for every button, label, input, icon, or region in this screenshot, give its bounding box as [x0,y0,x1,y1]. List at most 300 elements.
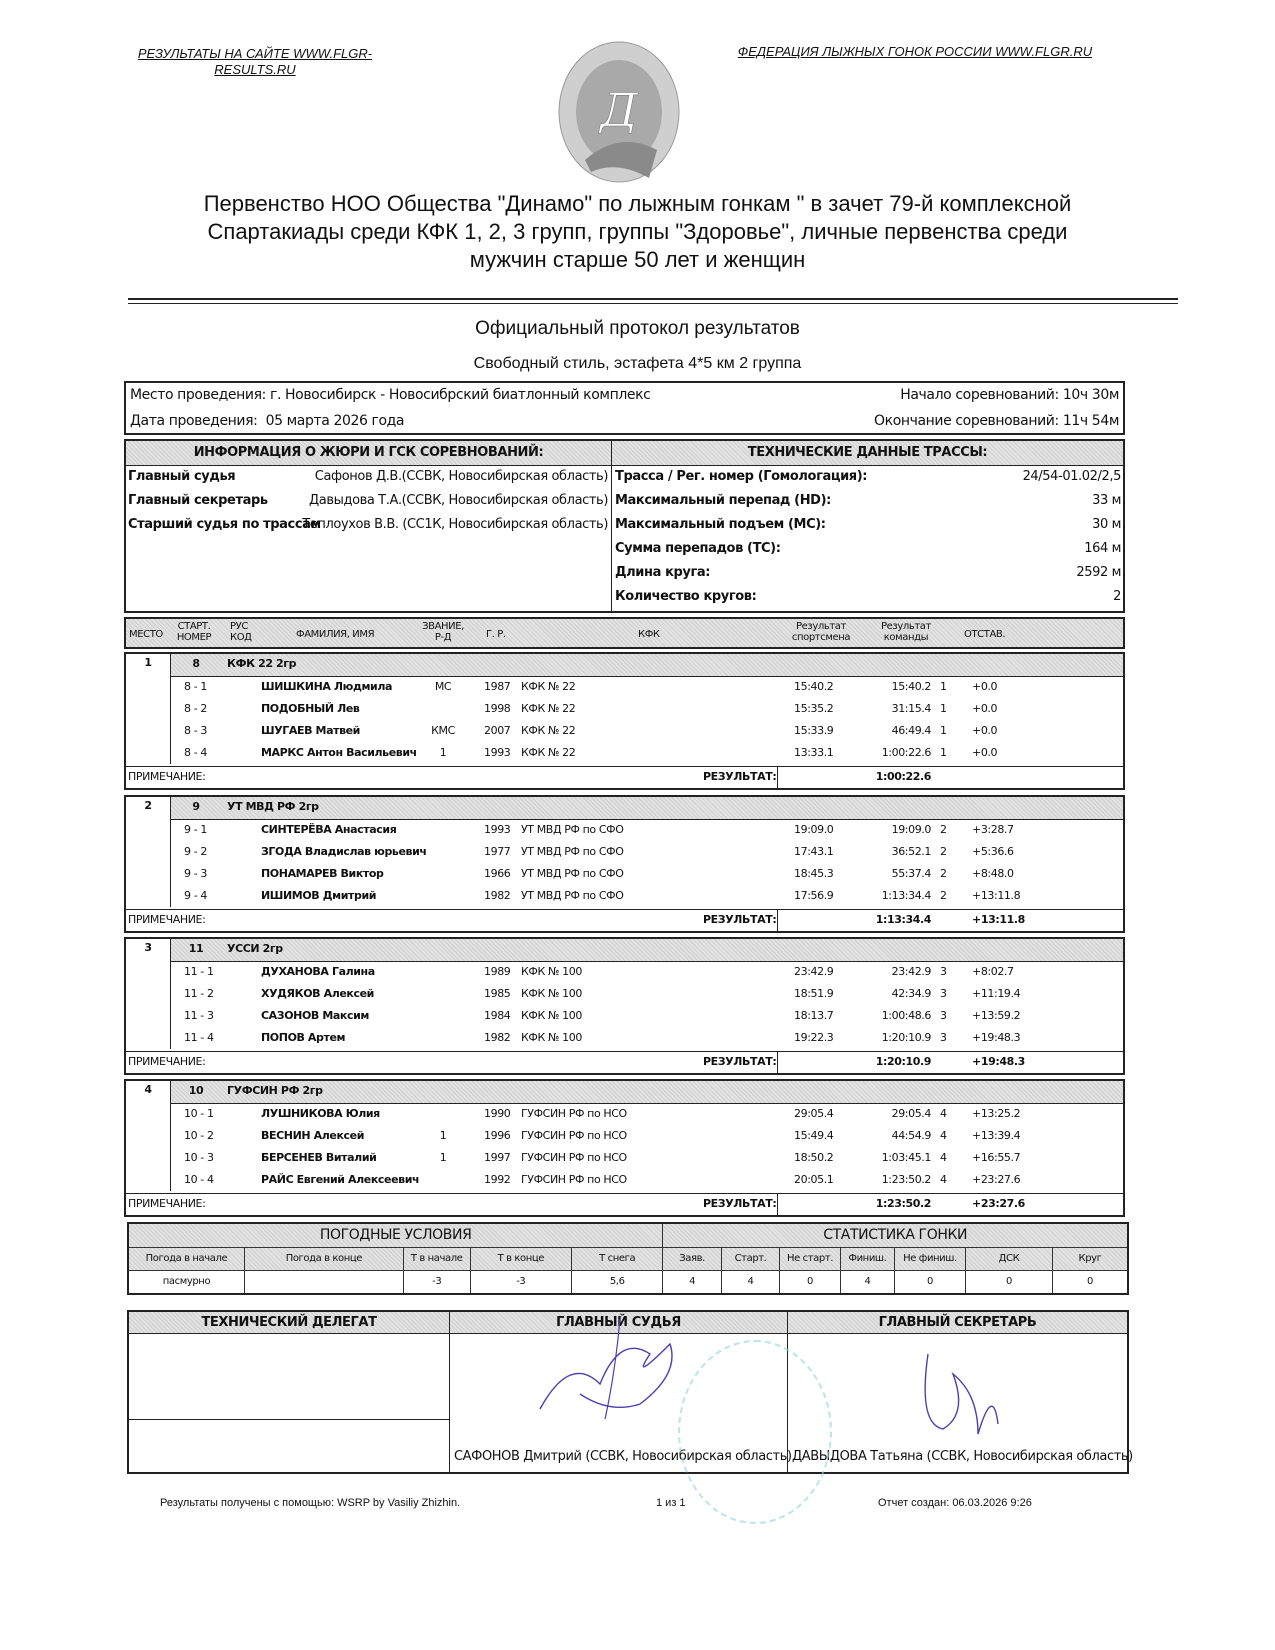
event-title-line-1: Первенство НОО Общества "Динамо" по лыжным гонкам " в зачет 79-й комплексной [203,191,1072,216]
track-value: 2592 м [1076,565,1121,580]
competition-start [900,387,1119,403]
col-rank [418,621,468,643]
athlete-club: УТ МВД РФ по СФО [521,823,624,836]
venue-place-value: г. Новосибирск - Новосибрский биатлонный комплекс [269,387,651,403]
athlete-rank: КМС [431,724,455,737]
athlete-row [126,724,1126,744]
athlete-bib: 8 - 3 [184,724,207,737]
athlete-result: 19:22.3 [794,1031,834,1044]
weather-value [244,1270,403,1294]
athlete-row [126,987,1126,1007]
team-position: 2 [940,845,947,858]
col-team-result-line1: Результат [881,621,931,632]
team-cumulative-result: 15:40.2 [891,680,931,693]
venue-date-label: Дата проведения: [130,413,258,429]
athlete-gap: +8:48.0 [972,867,1014,880]
col-team-result-line2: команды [883,632,929,643]
team-cumulative-result: 1:00:22.6 [881,746,931,759]
athlete-year: 1996 [484,1129,511,1142]
col-name: ФАМИЛИЯ, ИМЯ [296,629,375,640]
athlete-name: ЗГОДА Владислав юрьевич [261,845,427,858]
title-divider [128,298,1178,304]
athlete-club: КФК № 22 [521,724,576,737]
venue-box [124,381,1125,435]
team-cumulative-result: 1:03:45.1 [881,1151,931,1164]
athlete-result: 15:40.2 [794,680,834,693]
col-club: КФК [638,629,660,640]
team-cumulative-result: 31:15.4 [891,702,931,715]
athlete-result: 18:13.7 [794,1009,834,1022]
athlete-name: БЕРСЕНЕВ Виталий [261,1151,377,1164]
chief-secretary-name: ДАВЫДОВА Татьяна (ССВК, Новосибирская область) [792,1449,1133,1464]
track-label: Максимальный подъем (МС): [615,517,826,532]
dynamo-logo-icon [557,40,681,190]
athlete-year: 2007 [484,724,511,737]
start-value: 10ч 30м [1062,387,1119,403]
team-position: 4 [940,1107,947,1120]
athlete-club: КФК № 22 [521,746,576,759]
team-position: 1 [940,724,947,737]
footer-page: 1 из 1 [656,1497,686,1509]
athlete-rank: МС [434,680,452,693]
footer-created: Отчет создан: 06.03.2026 9:26 [878,1497,1032,1509]
jury-track-divider [611,441,612,611]
note-label: ПРИМЕЧАНИЕ: [128,1197,206,1210]
athlete-year: 1993 [484,823,511,836]
weather-value: 5,6 [572,1270,663,1294]
col-rus-line2: КОД [230,632,252,643]
athlete-result: 17:56.9 [794,889,834,902]
athlete-result: 19:09.0 [794,823,834,836]
athlete-club: ГУФСИН РФ по НСО [521,1129,627,1142]
weather-stats-section [127,1222,1129,1295]
team-position: 3 [940,987,947,1000]
track-label: Максимальный перепад (HD): [615,493,831,508]
athlete-bib: 11 - 3 [184,1009,214,1022]
col-bib-line1: СТАРТ. [177,621,211,632]
chief-secretary-signature-icon [908,1334,1018,1444]
team-cumulative-result: 1:23:50.2 [881,1173,931,1186]
venue-date-value: 05 марта 2026 года [265,413,405,429]
results-site-link-line1: РЕЗУЛЬТАТЫ НА САЙТЕ WWW.FLGR- [137,46,373,61]
athlete-gap: +0.0 [972,702,998,715]
athlete-year: 1987 [484,680,511,693]
athlete-row [126,702,1126,722]
col-year: Г. Р. [486,629,506,640]
col-rus-line1: РУС [230,621,248,632]
athlete-row [126,965,1126,985]
team-final-result: 1:23:50.2 [875,1197,931,1210]
team-position: 4 [940,1173,947,1186]
weather-col: Погода в конце [244,1247,403,1270]
athlete-name: ХУДЯКОВ Алексей [261,987,374,1000]
weather-value: пасмурно [128,1270,244,1294]
athlete-year: 1984 [484,1009,511,1022]
team-cumulative-result: 23:42.9 [891,965,931,978]
athlete-bib: 9 - 1 [184,823,207,836]
team-final-result: 1:13:34.4 [875,913,931,926]
team-header-row [171,939,1123,962]
athlete-name: РАЙС Евгений Алексеевич [261,1173,420,1186]
results-site-link-line2: RESULTS.RU [214,62,296,77]
athlete-name: ВЕСНИН Алексей [261,1129,365,1142]
athlete-result: 18:50.2 [794,1151,834,1164]
athlete-gap: +0.0 [972,724,998,737]
team-block [124,1079,1125,1217]
athlete-gap: +23:27.6 [972,1173,1021,1186]
team-header-row [171,1081,1123,1104]
weather-heading: ПОГОДНЫЕ УСЛОВИЯ [128,1223,663,1247]
athlete-year: 1966 [484,867,511,880]
athlete-result: 15:35.2 [794,702,834,715]
jury-name: Сафонов Д.В.(ССВК, Новосибирская область) [314,469,608,484]
tech-delegate-signature-area [128,1334,450,1420]
team-position: 4 [940,1151,947,1164]
athlete-result: 29:05.4 [794,1107,834,1120]
athlete-gap: +13:59.2 [972,1009,1021,1022]
weather-col: Т в конце [470,1247,572,1270]
result-label: РЕЗУЛЬТАТ: [703,1197,777,1210]
team-position: 1 [940,680,947,693]
athlete-bib: 8 - 4 [184,746,207,759]
note-label: ПРИМЕЧАНИЕ: [128,1055,206,1068]
athlete-result: 15:33.9 [794,724,834,737]
jury-role: Старший судья по трассам [128,517,321,532]
start-label: Начало соревнований: [900,387,1059,403]
athlete-bib: 11 - 2 [184,987,214,1000]
venue-date [130,413,404,429]
athlete-gap: +3:28.7 [972,823,1014,836]
venue-place-label: Место проведения: [130,387,266,403]
tech-delegate-heading: ТЕХНИЧЕСКИЙ ДЕЛЕГАТ [128,1311,450,1334]
stats-value: 0 [965,1270,1052,1294]
athlete-club: КФК № 22 [521,680,576,693]
track-value: 2 [1113,589,1121,604]
athlete-club: КФК № 100 [521,1009,582,1022]
stats-col: ДСК [965,1247,1052,1270]
athlete-club: КФК № 22 [521,702,576,715]
athlete-row [126,823,1126,843]
team-position: 1 [940,702,947,715]
federation-link[interactable]: ФЕДЕРАЦИЯ ЛЫЖНЫХ ГОНОК РОССИИ WWW.FLGR.RU [737,44,1093,59]
col-rank-line2: Р-Д [434,632,452,643]
athlete-bib: 10 - 1 [184,1107,214,1120]
official-stamp-icon [678,1340,832,1524]
stats-heading: СТАТИСТИКА ГОНКИ [663,1223,1128,1247]
team-name: КФК 22 2гр [227,657,297,670]
signature-section [127,1310,1133,1474]
athlete-club: ГУФСИН РФ по НСО [521,1107,627,1120]
team-cumulative-result: 46:49.4 [891,724,931,737]
note-label: ПРИМЕЧАНИЕ: [128,770,206,783]
footer-generator: Результаты получены с помощью: WSRP by Vasiliy Zhizhin. [160,1497,461,1509]
athlete-bib: 10 - 2 [184,1129,214,1142]
athlete-name: СИНТЕРЁВА Анастасия [261,823,397,836]
team-cumulative-result: 44:54.9 [891,1129,931,1142]
athlete-name: ИШИМОВ Дмитрий [261,889,377,902]
athlete-bib: 10 - 3 [184,1151,214,1164]
team-position: 2 [940,889,947,902]
athlete-name: ШУГАЕВ Матвей [261,724,360,737]
athlete-gap: +13:25.2 [972,1107,1021,1120]
chief-judge-heading: ГЛАВНЫЙ СУДЬЯ [450,1311,788,1334]
athlete-year: 1977 [484,845,511,858]
athlete-gap: +11:19.4 [972,987,1021,1000]
jury-name: Теплоухов В.В. (СС1К, Новосибирская область) [302,517,608,532]
jury-track-box [124,439,1125,613]
team-cumulative-result: 55:37.4 [891,867,931,880]
team-place: 4 [144,1083,152,1096]
athlete-row [126,845,1126,865]
col-athlete-result-line2: спортсмена [791,632,851,643]
track-label: Сумма перепадов (ТС): [615,541,781,556]
stats-col: Не старт. [780,1247,841,1270]
athlete-row [126,1151,1126,1171]
athlete-bib: 9 - 3 [184,867,207,880]
stats-col: Круг [1053,1247,1128,1270]
result-divider [777,766,778,788]
note-divider [126,766,1123,767]
athlete-row [126,746,1126,766]
stats-value: 0 [780,1270,841,1294]
athlete-club: УТ МВД РФ по СФО [521,867,624,880]
jury-heading: ИНФОРМАЦИЯ О ЖЮРИ И ГСК СОРЕВНОВАНИЙ: [126,441,611,466]
team-header-row [171,797,1123,820]
event-title-line-3: мужчин старше 50 лет и женщин [469,247,806,272]
athlete-name: ПОНАМАРЕВ Виктор [261,867,384,880]
team-bib: 11 [188,942,204,955]
athlete-bib: 8 - 1 [184,680,207,693]
team-block [124,652,1125,790]
jury-role: Главный секретарь [128,493,268,508]
event-title-line-2: Спартакиады среди КФК 1, 2, 3 групп, группы "Здоровье", личные первенства среди [207,219,1068,244]
track-label: Длина круга: [615,565,711,580]
col-athlete-result-line1: Результат [796,621,846,632]
event-title [130,190,1145,274]
athlete-gap: +19:48.3 [972,1031,1021,1044]
result-label: РЕЗУЛЬТАТ: [703,1055,777,1068]
team-position: 1 [940,746,947,759]
track-label: Количество кругов: [615,589,757,604]
team-block [124,937,1125,1075]
track-value: 24/54-01.02/2,5 [1022,469,1121,484]
athlete-result: 15:49.4 [794,1129,834,1142]
team-name: ГУФСИН РФ 2гр [227,1084,323,1097]
athlete-row [126,889,1126,909]
team-bib: 10 [188,1084,204,1097]
athlete-name: САЗОНОВ Максим [261,1009,369,1022]
team-final-gap: +19:48.3 [972,1055,1025,1068]
athlete-bib: 9 - 2 [184,845,207,858]
athlete-gap: +0.0 [972,680,998,693]
athlete-year: 1989 [484,965,511,978]
team-final-gap: +23:27.6 [972,1197,1025,1210]
weather-stats-table [127,1222,1129,1295]
athlete-rank: 1 [439,746,447,759]
athlete-gap: +0.0 [972,746,998,759]
athlete-row [126,680,1126,700]
athlete-result: 23:42.9 [794,965,834,978]
team-header-row [171,654,1123,677]
athlete-row [126,1107,1126,1127]
weather-value: -3 [403,1270,470,1294]
col-rank-line1: ЗВАНИЕ, [422,621,464,632]
athlete-bib: 10 - 4 [184,1173,214,1186]
team-cumulative-result: 1:20:10.9 [881,1031,931,1044]
note-divider [126,1193,1123,1194]
team-cumulative-result: 1:13:34.4 [881,889,931,902]
jury-role: Главный судья [128,469,236,484]
col-bib-line2: НОМЕР [176,632,212,643]
jury-name: Давыдова Т.А.(ССВК, Новосибирская область) [309,493,608,508]
stats-value: 0 [1053,1270,1128,1294]
team-name: УТ МВД РФ 2гр [227,800,319,813]
col-place: МЕСТО [129,629,163,640]
team-place: 3 [144,941,152,954]
stats-value: 4 [663,1270,721,1294]
track-value: 33 м [1092,493,1121,508]
team-position: 3 [940,1009,947,1022]
team-final-result: 1:20:10.9 [875,1055,931,1068]
chief-secretary-heading: ГЛАВНЫЙ СЕКРЕТАРЬ [788,1311,1129,1334]
athlete-club: КФК № 100 [521,965,582,978]
team-position: 2 [940,823,947,836]
team-bib: 8 [192,657,200,670]
athlete-year: 1985 [484,987,511,1000]
athlete-club: УТ МВД РФ по СФО [521,845,624,858]
athlete-result: 13:33.1 [794,746,834,759]
track-label: Трасса / Рег. номер (Гомологация): [615,469,868,484]
athlete-year: 1982 [484,889,511,902]
athlete-name: МАРКС Антон Васильевич [261,746,417,759]
team-cumulative-result: 29:05.4 [891,1107,931,1120]
end-value: 11ч 54м [1062,413,1119,429]
team-position: 2 [940,867,947,880]
athlete-gap: +8:02.7 [972,965,1014,978]
athlete-name: ПОПОВ Артем [261,1031,346,1044]
athlete-name: ЛУШНИКОВА Юлия [261,1107,380,1120]
end-label: Окончание соревнований: [874,413,1059,429]
venue-place [130,387,650,403]
athlete-year: 1997 [484,1151,511,1164]
results-table-header [124,617,1125,649]
athlete-row [126,1173,1126,1193]
athlete-gap: +13:39.4 [972,1129,1021,1142]
athlete-row [126,1129,1126,1149]
athlete-row [126,867,1126,887]
athlete-row [126,1009,1126,1029]
note-label: ПРИМЕЧАНИЕ: [128,913,206,926]
competition-end [874,413,1119,429]
team-position: 3 [940,1031,947,1044]
athlete-result: 18:51.9 [794,987,834,1000]
athlete-bib: 11 - 1 [184,965,214,978]
weather-col: Т в начале [403,1247,470,1270]
chief-judge-signature-icon [520,1314,700,1424]
athlete-bib: 11 - 4 [184,1031,214,1044]
team-position: 3 [940,965,947,978]
athlete-year: 1982 [484,1031,511,1044]
team-cumulative-result: 1:00:48.6 [881,1009,931,1022]
team-cumulative-result: 36:52.1 [891,845,931,858]
team-cumulative-result: 42:34.9 [891,987,931,1000]
athlete-club: КФК № 100 [521,1031,582,1044]
result-divider [777,1051,778,1073]
logo-letter: Д [600,83,638,137]
athlete-result: 18:45.3 [794,867,834,880]
athlete-row [126,1031,1126,1051]
col-gap: ОТСТАВ. [964,629,1006,640]
note-divider [126,909,1123,910]
athlete-name: ПОДОБНЫЙ Лев [261,702,360,715]
stats-value: 0 [895,1270,966,1294]
athlete-year: 1998 [484,702,511,715]
athlete-year: 1990 [484,1107,511,1120]
athlete-name: ШИШКИНА Людмила [261,680,393,693]
athlete-club: ГУФСИН РФ по НСО [521,1151,627,1164]
team-place: 2 [144,799,152,812]
stats-col: Заяв. [663,1247,721,1270]
team-cumulative-result: 19:09.0 [891,823,931,836]
protocol-title: Официальный протокол результатов [475,318,800,339]
result-label: РЕЗУЛЬТАТ: [703,913,777,926]
weather-value: -3 [470,1270,572,1294]
athlete-gap: +16:55.7 [972,1151,1021,1164]
team-name: УССИ 2гр [227,942,283,955]
team-final-result: 1:00:22.6 [875,770,931,783]
team-position: 4 [940,1129,947,1142]
stats-value: 4 [840,1270,894,1294]
chief-secretary-signature-area [788,1334,1133,1473]
stats-col: Не финиш. [895,1247,966,1270]
stats-value: 4 [721,1270,779,1294]
athlete-club: УТ МВД РФ по СФО [521,889,624,902]
track-heading: ТЕХНИЧЕСКИЕ ДАННЫЕ ТРАССЫ: [612,441,1123,466]
athlete-result: 20:05.1 [794,1173,834,1186]
weather-col: Погода в начале [128,1247,244,1270]
athlete-rank: 1 [439,1129,447,1142]
athlete-year: 1992 [484,1173,511,1186]
athlete-rank: 1 [439,1151,447,1164]
col-rus-code [230,621,252,643]
athlete-club: КФК № 100 [521,987,582,1000]
athlete-gap: +5:36.6 [972,845,1014,858]
athlete-bib: 9 - 4 [184,889,207,902]
team-place: 1 [144,656,152,669]
stats-col: Финиш. [840,1247,894,1270]
stats-col: Старт. [721,1247,779,1270]
result-label: РЕЗУЛЬТАТ: [703,770,777,783]
note-divider [126,1051,1123,1052]
result-divider [777,909,778,931]
team-final-gap: +13:11.8 [972,913,1025,926]
athlete-result: 17:43.1 [794,845,834,858]
athlete-year: 1993 [484,746,511,759]
team-bib: 9 [192,800,200,813]
athlete-gap: +13:11.8 [972,889,1021,902]
results-site-link[interactable] [130,46,380,78]
tech-delegate-name [128,1420,450,1473]
chief-judge-name: САФОНОВ Дмитрий (ССВК, Новосибирская область) [454,1449,792,1464]
result-divider [777,1193,778,1215]
discipline-label: Свободный стиль, эстафета 4*5 км 2 группа [473,355,802,372]
col-team-result [871,621,941,643]
team-block [124,795,1125,933]
track-value: 164 м [1084,541,1121,556]
track-value: 30 м [1092,517,1121,532]
col-athlete-result [786,621,856,643]
athlete-club: ГУФСИН РФ по НСО [521,1173,627,1186]
